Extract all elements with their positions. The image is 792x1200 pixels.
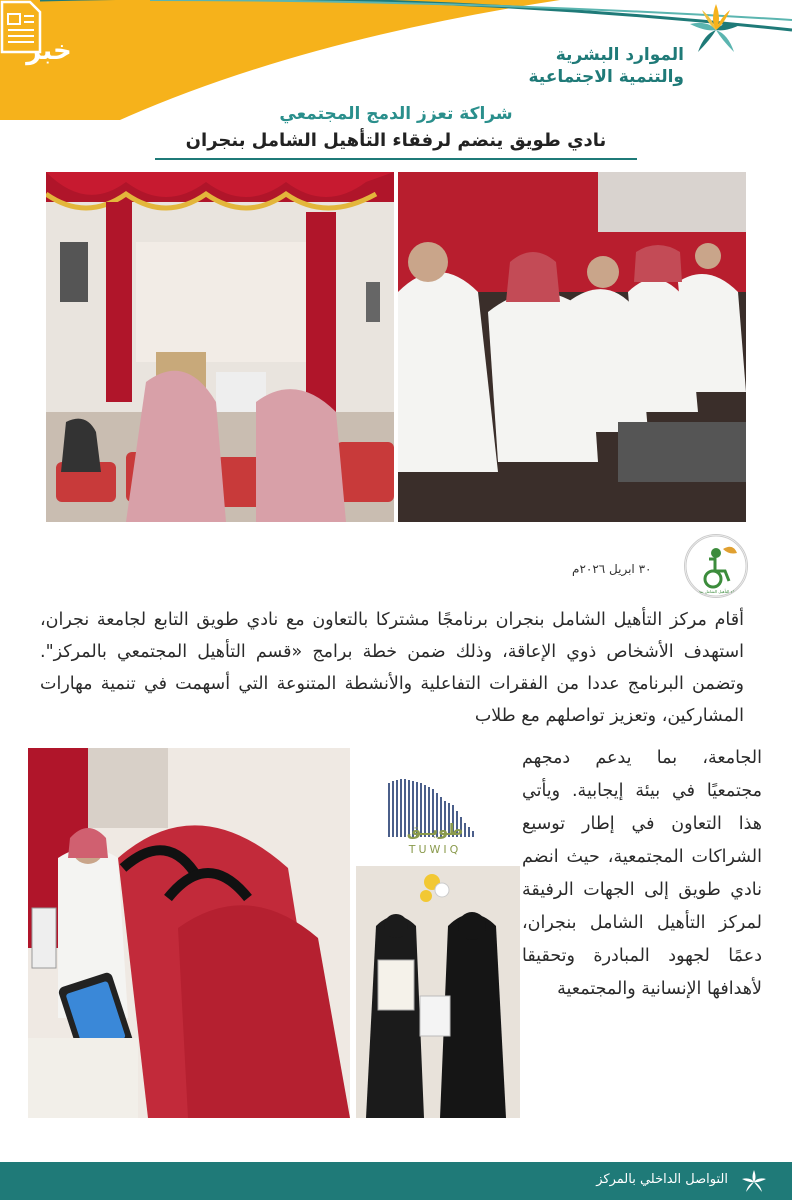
tuwiq-name-ar: طويــق: [406, 820, 464, 839]
title-divider: [155, 158, 637, 160]
article-title: نادي طويق ينضم لرفقاء التأهيل الشامل بنجران: [185, 130, 607, 151]
photo-women-certificate: [356, 866, 520, 1118]
photo-men-with-tablet: [28, 748, 350, 1118]
ministry-star-icon: [680, 0, 752, 60]
article-paragraph-2: الجامعة، بما يدعم دمجهم مجتمعيًا في بيئة إيجابية. ويأتي هذا التعاون في إطار توسيع الشراكات المجتمعية، حيث انضم نادي طويق إلى الجهات الرفيقة لمركز التأهيل الشامل بنجران، دعمًا لجهود المبادرة وتحقيقا لأهدافها الإنسانية والمجتمعية: [522, 748, 762, 999]
rehab-center-logo-icon: [684, 534, 748, 598]
page-footer: [0, 1162, 792, 1200]
news-document-icon: [0, 0, 42, 54]
article-date: ٣٠ ابريل ٢٠٢٦م: [572, 562, 652, 576]
ministry-name: [528, 44, 684, 88]
article-subtitle: شراكة تعزز الدمج المجتمعي: [279, 104, 513, 124]
ministry-line-1: الموارد البشرية: [555, 45, 684, 65]
article-paragraph-1: أقام مركز التأهيل الشامل بنجران برنامجًا مشتركا بالتعاون مع نادي طويق التابع لجامعة نجران، استهدف الأشخاص ذوي الإعاقة، وذلك ضمن خطة برامج «قسم التأهيل المجتمعي بالمركز". وتضمن البرنامج عددا من الفقرات التفاعلية والأنشطة المتنوعة التي أسهمت في تنمية مهارات المشاركين، وتعزيز تواصلهم مع طلاب: [40, 610, 744, 726]
tuwiq-name-en: TUWIQ: [408, 843, 462, 856]
photo-seated-audience: [398, 172, 746, 522]
footer-text: التواصل الداخلي بالمركز: [596, 1172, 728, 1187]
ministry-line-2: والتنمية الاجتماعية: [528, 67, 684, 87]
section-label: خبر: [26, 36, 72, 66]
org-logo-caption: رفقاء التأهيل الشامل بنجران: [692, 589, 740, 594]
ministry-star-icon: [740, 1168, 768, 1196]
page-header: [0, 0, 792, 120]
photo-auditorium-stage: [46, 172, 394, 522]
